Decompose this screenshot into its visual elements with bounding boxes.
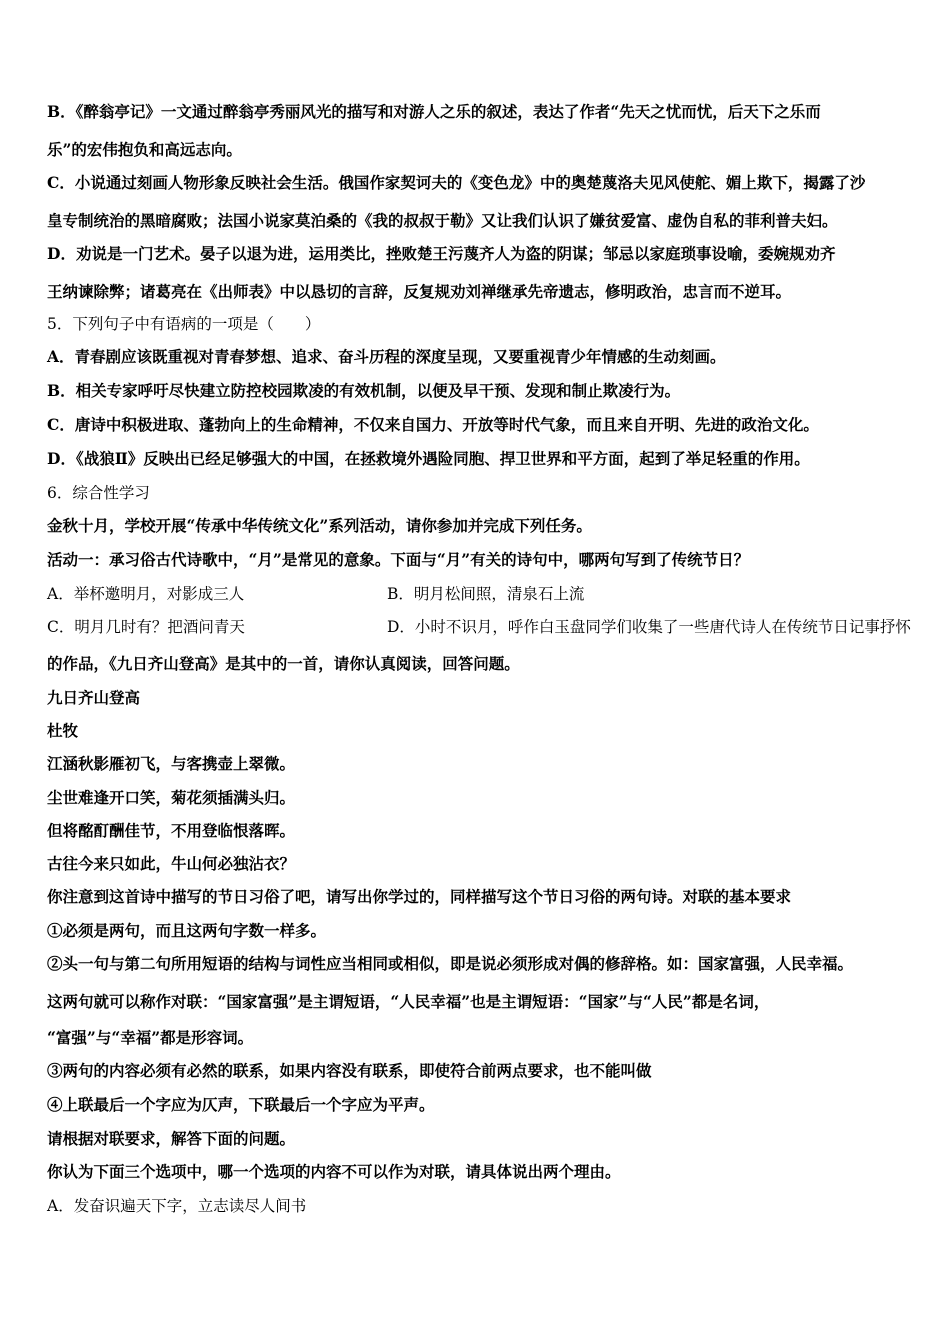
couplet-rule-2-cont2: “富强”与“幸福”都是形容词。: [47, 1028, 254, 1047]
q6-option-d: D．小时不识月，呼作白玉盘同学们收集了一些唐代诗人在传统节日记事抒怀: [387, 618, 911, 636]
couplet-question: 你认为下面三个选项中，哪一个选项的内容不可以作为对联，请具体说出两个理由。: [47, 1162, 621, 1181]
poem-line-4: 古往今来只如此，牛山何必独沾衣？: [47, 854, 296, 873]
instruction: 请根据对联要求，解答下面的问题。: [47, 1129, 296, 1148]
couplet-rule-3: ③两句的内容必须有必然的联系，如果内容没有联系，即使符合前两点要求，也不能叫做: [47, 1061, 652, 1080]
q4-option-d-line2: 王纳谏除弊；诸葛亮在《出师表》中以恳切的言辞，反复规劝刘禅继承先帝遗志，修明政治，忠言而不逆耳。: [47, 282, 792, 301]
q5-stem: 5．下列句子中有语病的一项是（ ）: [47, 315, 321, 333]
couplet-option-a: A．发奋识遍天下字，立志读尽人间书: [47, 1197, 307, 1215]
q4-option-d-line1: D．劝说是一门艺术。晏子以退为进，运用类比，挫败楚王污蔑齐人为盗的阴谋；邹忌以家庭琐事设喻，委婉规劝齐: [47, 244, 836, 263]
q6-option-row2: [47, 617, 911, 637]
q5-option-b: B．相关专家呼吁尽快建立防控校园欺凌的有效机制，以便及早干预、发现和制止欺凌行为。: [47, 381, 681, 400]
after-poem-prompt: 你注意到这首诗中描写的节日习俗了吧，请写出你学过的，同样描写这个节日习俗的两句诗。对联的基本要求: [47, 887, 792, 906]
q6-option-b: B．明月松间照，清泉石上流: [387, 585, 585, 603]
q4-option-b-line2: 乐”的宏伟抱负和高远志向。: [47, 140, 242, 159]
q6-activity1: 活动一：承习俗古代诗歌中，“月”是常见的意象。下面与“月”有关的诗句中，哪两句写到了传统节日？: [47, 550, 750, 569]
couplet-rule-1: ①必须是两句，而且这两句字数一样多。: [47, 921, 327, 940]
q6-stem: 6．综合性学习: [47, 484, 150, 502]
poem-line-3: 但将酩酊酬佳节，不用登临恨落晖。: [47, 821, 296, 840]
q5-option-a: A．青春剧应该既重视对青春梦想、追求、奋斗历程的深度呈现，又要重视青少年情感的生动刻画。: [47, 347, 726, 366]
q6-option-c: C．明月几时有？把酒问青天: [47, 618, 245, 636]
q5-option-c: C．唐诗中积极进取、蓬勃向上的生命精神，不仅来自国力、开放等时代气象，而且来自开明、先进的政治文化。: [47, 415, 819, 434]
couplet-rule-4: ④上联最后一个字应为仄声，下联最后一个字应为平声。: [47, 1095, 435, 1114]
poem-line-1: 江涵秋影雁初飞，与客携壶上翠微。: [47, 754, 296, 773]
q4-option-c-line2: 皇专制统治的黑暗腐败；法国小说家莫泊桑的《我的叔叔于勒》又让我们认识了嫌贫爱富、虚伪自私的菲利普夫妇。: [47, 211, 838, 230]
poem-author: 杜牧: [47, 721, 79, 740]
q6-option-a: A．举杯邀明月，对影成三人: [47, 585, 245, 603]
q6-option-row1: [47, 584, 585, 604]
couplet-rule-2: ②头一句与第二句所用短语的结构与词性应当相同或相似，即是说必须形成对偶的修辞格。如：国家富强，人民幸福。: [47, 954, 854, 973]
q4-option-b-line1: B．《醉翁亭记》一文通过醉翁亭秀丽风光的描写和对游人之乐的叙述，表达了作者“先天之忧而忧，后天下之乐而: [47, 102, 821, 121]
q6-continuation: 的作品，《九日齐山登高》是其中的一首，请你认真阅读，回答问题。: [47, 654, 520, 673]
couplet-rule-2-cont1: 这两句就可以称作对联：“国家富强”是主谓短语，“人民幸福”也是主谓短语：“国家”与“人民”都是名词，: [47, 992, 770, 1011]
poem-title: 九日齐山登高: [47, 688, 141, 707]
q5-option-d: D．《战狼Ⅱ》反映出已经足够强大的中国，在拯救境外遇险同胞、捍卫世界和平方面，起到了举足轻重的作用。: [47, 449, 810, 468]
q4-option-c-line1: C．小说通过刻画人物形象反映社会生活。俄国作家契诃夫的《变色龙》中的奥楚蔑洛夫见风使舵、媚上欺下，揭露了沙: [47, 173, 866, 192]
q6-intro: 金秋十月，学校开展“传承中华传统文化”系列活动，请你参加并完成下列任务。: [47, 516, 592, 535]
poem-line-2: 尘世难逢开口笑，菊花须插满头归。: [47, 788, 296, 807]
